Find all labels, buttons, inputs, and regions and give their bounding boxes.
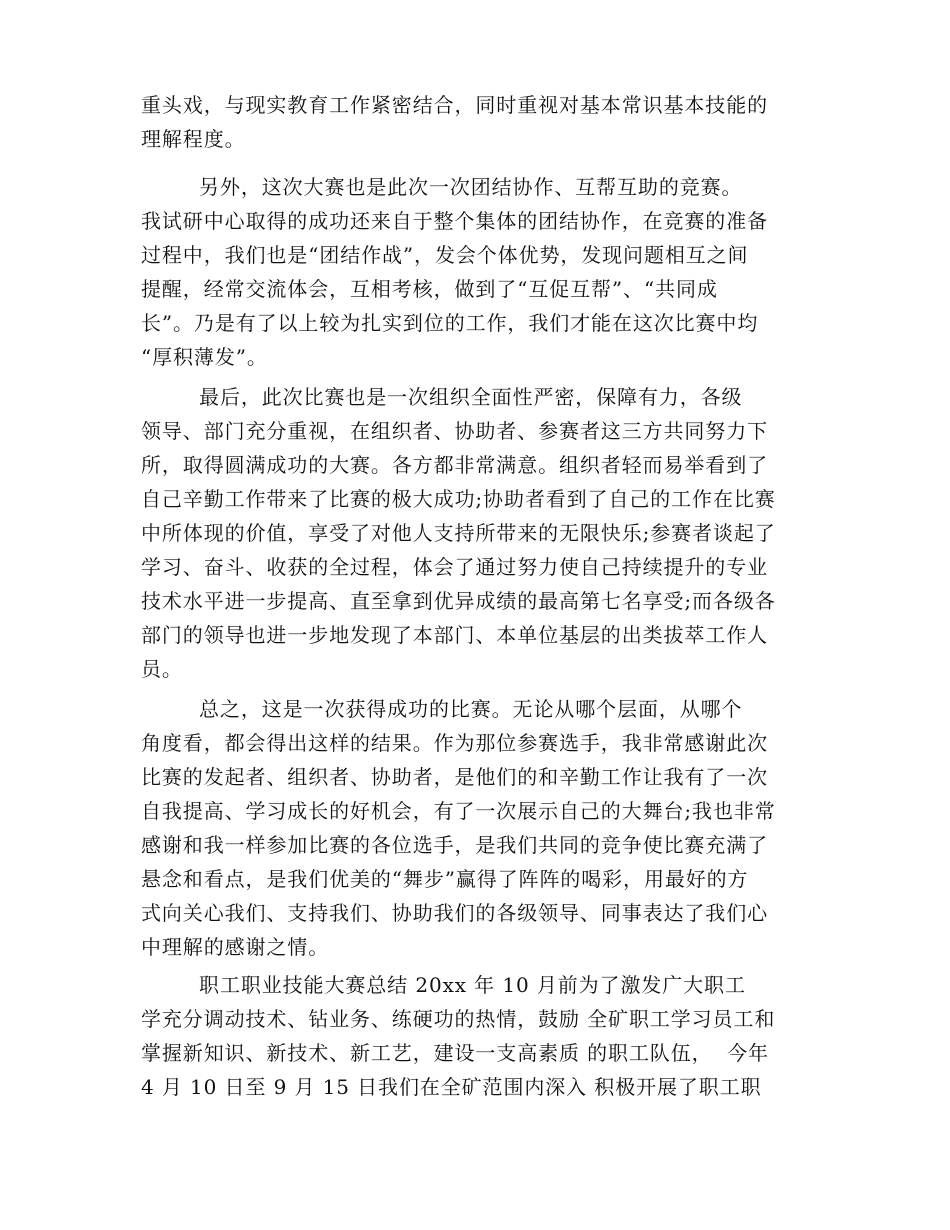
text-line: 重头戏，与现实教育工作紧密结合，同时重视对基本常识基本技能的 (141, 93, 768, 117)
text-line: 自己辛勤工作带来了比赛的极大成功;协助者看到了自己的工作在比赛 (141, 487, 776, 511)
text-line: 部门的领导也进一步地发现了本部门、本单位基层的出类拔萃工作人 (141, 623, 768, 647)
text-line: 掌握新知识、新技术、新工艺，建设一支高素质 的职工队伍， 今年 (141, 1041, 769, 1065)
text-line: 式向关心我们、支持我们、协助我们的各级领导、同事表达了我们心 (141, 901, 768, 925)
text-line: 技术水平进一步提高、直至拿到优异成绩的最高第七名享受;而各级各 (141, 589, 776, 613)
text-line: 感谢和我一样参加比赛的各位选手，是我们共同的竞争使比赛充满了 (141, 833, 768, 857)
text-line: 学充分调动技术、钻业务、练硬功的热情，鼓励 全矿职工学习员工和 (141, 1007, 776, 1031)
text-line: 角度看，都会得出这样的结果。作为那位参赛选手，我非常感谢此次 (141, 731, 768, 755)
text-line: 总之，这是一次获得成功的比赛。无论从哪个层面，从哪个 (141, 697, 743, 721)
text-line: 比赛的发起者、组织者、协助者，是他们的和辛勤工作让我有了一次 (141, 765, 768, 789)
text-line: 学习、奋斗、收获的全过程，体会了通过努力使自己持续提升的专业 (141, 555, 768, 579)
text-line: 理解程度。 (141, 127, 246, 151)
text-line: 中理解的感谢之情。 (141, 935, 330, 959)
text-line: 员。 (141, 657, 183, 681)
text-line: 职工职业技能大赛总结 20xx 年 10 月前为了激发广大职工 (141, 973, 746, 997)
text-line: “厚积薄发”。 (141, 345, 268, 369)
text-line: 最后，此次比赛也是一次组织全面性严密，保障有力，各级 (141, 385, 743, 409)
text-line: 领导、部门充分重视，在组织者、协助者、参赛者这三方共同努力下 (141, 419, 768, 443)
text-line: 所，取得圆满成功的大赛。各方都非常满意。组织者轻而易举看到了 (141, 453, 768, 477)
text-line: 长”。乃是有了以上较为扎实到位的工作，我们才能在这次比赛中均 (141, 311, 759, 335)
text-line: 过程中，我们也是“团结作战”，发会个体优势，发现问题相互之间 (141, 243, 749, 267)
text-line: 中所体现的价值，享受了对他人支持所带来的无限快乐;参赛者谈起了 (141, 521, 776, 545)
text-line: 悬念和看点，是我们优美的“舞步”赢得了阵阵的喝彩，用最好的方 (141, 867, 749, 891)
text-line: 自我提高、学习成长的好机会，有了一次展示自己的大舞台;我也非常 (141, 799, 776, 823)
text-line: 4 月 10 日至 9 月 15 日我们在全矿范围内深入 积极开展了职工职 (141, 1075, 762, 1099)
text-line: 我试研中心取得的成功还来自于整个集体的团结协作，在竞赛的准备 (141, 209, 768, 233)
text-line: 提醒，经常交流体会，互相考核，做到了“互促互帮”、“共同成 (141, 277, 718, 301)
text-line: 另外，这次大赛也是此次一次团结协作、互帮互助的竞赛。 (141, 175, 743, 199)
